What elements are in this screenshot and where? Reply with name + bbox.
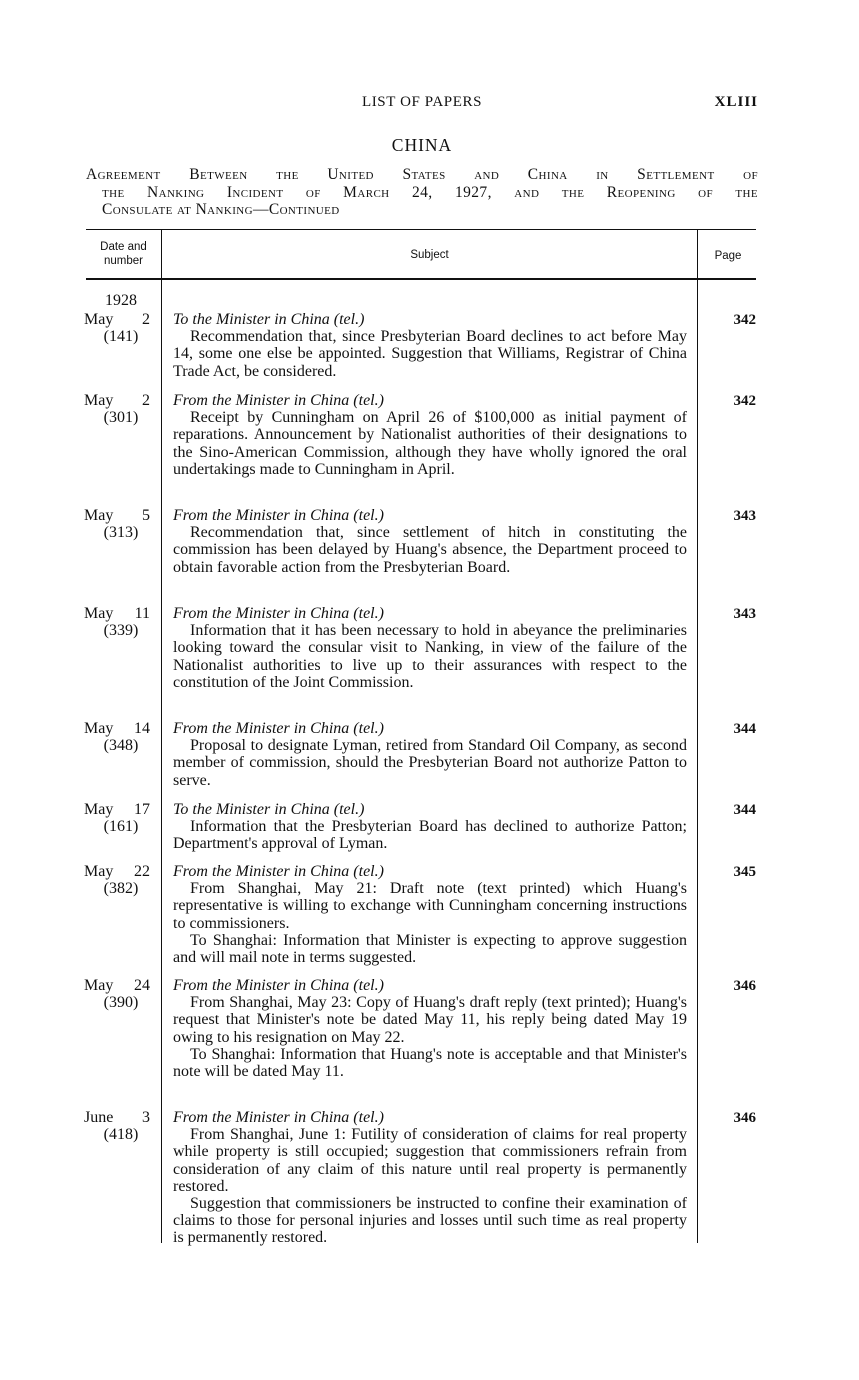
entry-page-number: 344 [733,802,756,818]
entry-addressee: From the Minister in China (tel.) [173,863,384,880]
entry-date [84,507,150,524]
entry-day: 17 [134,801,150,818]
entry-page-number: 346 [733,978,756,994]
column-divider-subject-page [697,229,698,1243]
entry-number: (141) [103,328,139,345]
entry-date [84,863,150,880]
entry-day: 3 [142,1109,150,1126]
entry-subject [173,801,687,853]
entry-month: May [84,605,114,622]
column-header-page: Page [714,250,742,262]
entry-date [84,720,150,737]
entry-number: (390) [103,994,139,1011]
entry-day: 24 [134,977,150,994]
entry-date [84,977,150,994]
entry-number: (339) [103,622,139,639]
running-head-title: LIST OF PAPERS [361,94,483,110]
entry-subject [173,392,687,478]
entry-subject [173,863,687,966]
heading-line-3: Consulate at Nanking—Continued [102,201,340,218]
entry-year: 1928 [105,292,137,309]
entry-paragraph: Information that it has been necessary to hold in abeyance the preliminaries looking toward the consular visit to Nanking, in view of the failure of the Nationalist authorities to live up to their assurances with respect to the constitution of the Joint Commission. [173,622,687,691]
column-header-date: Date and number [100,241,147,267]
entry-subject [173,605,687,691]
entry-number: (301) [103,409,139,426]
entry-addressee: From the Minister in China (tel.) [173,1109,384,1126]
entry-paragraph: From Shanghai, May 21: Draft note (text printed) which Huang's representative is willing to exchange with Cunningham concerning instructions to commissioners. [173,880,687,932]
entry-month: May [84,720,114,737]
entry-day: 22 [134,863,150,880]
entry-addressee: From the Minister in China (tel.) [173,392,384,409]
entry-paragraph: Recommendation that, since settlement of hitch in constituting the commission has been delayed by Huang's absence, the Department proceed to obtain favorable action from the Presbyterian Board. [173,524,687,576]
entry-number: (348) [103,737,139,754]
entry-day: 11 [134,605,150,622]
entry-number: (382) [103,880,139,897]
entry-addressee: From the Minister in China (tel.) [173,720,384,737]
entry-day: 5 [142,507,150,524]
entry-addressee: To the Minister in China (tel.) [173,311,365,328]
entry-page-number: 342 [733,393,756,409]
entry-page-number: 344 [733,721,756,737]
heading-line-2: the Nanking Incident of March 24, 1927, and the Reopening of the [102,183,758,201]
entry-paragraph: Information that the Presbyterian Board has declined to authorize Patton; Department's approval of Lyman. [173,818,687,853]
entry-paragraph: To Shanghai: Information that Minister is expecting to approve suggestion and will mail note in terms suggested. [173,931,687,967]
entry-date [84,1109,150,1126]
entry-addressee: From the Minister in China (tel.) [173,605,384,622]
entry-date [84,801,150,818]
entry-page-number: 343 [733,606,756,622]
column-divider-date-subject [161,229,162,1243]
entry-month: May [84,801,114,818]
entry-month: May [84,392,114,409]
entry-date [84,311,150,328]
entry-number: (161) [103,818,139,835]
section-title: CHINA [391,135,453,155]
entry-month: May [84,863,114,880]
entry-month: May [84,507,114,524]
entry-paragraph: To Shanghai: Information that Huang's note is acceptable and that Minister's note will be dated May 11. [173,1045,687,1081]
running-head [86,94,758,114]
entry-month: May [84,311,114,328]
entry-page-number: 346 [733,1110,756,1126]
entry-paragraph: From Shanghai, May 23: Copy of Huang's draft reply (text printed); Huang's request that Minister's note be dated May 11, his reply being dated May 19 owing to his resignation on May 22. [173,994,687,1046]
entry-day: 2 [142,392,150,409]
entry-number: (313) [103,524,139,541]
entry-month: May [84,977,114,994]
entry-page-number: 345 [733,864,756,880]
entry-day: 14 [134,720,150,737]
entry-day: 2 [142,311,150,328]
entry-date [84,392,150,409]
entry-date [84,605,150,622]
entry-number: (418) [103,1126,139,1143]
column-header-subject: Subject [410,249,449,261]
entry-paragraph: Proposal to designate Lyman, retired from Standard Oil Company, as second member of commission, should the Presbyterian Board not authorize Patton to serve. [173,737,687,789]
entry-paragraph: Receipt by Cunningham on April 26 of $100,000 as initial payment of reparations. Announcement by Nationalist authorities of their designations to the Sino-American Commission, although they have wholly ignored the oral undertakings made to Cunningham in April. [173,409,687,478]
entry-paragraph: Suggestion that commissioners be instructed to confine their examination of claims to those for personal injuries and losses until such time as real property is permanently restored. [173,1195,687,1247]
entry-addressee: To the Minister in China (tel.) [173,801,365,818]
entry-subject [173,507,687,576]
entry-subject [173,720,687,789]
entry-subject [173,1109,687,1247]
entry-subject [173,311,687,380]
entry-addressee: From the Minister in China (tel.) [173,977,384,994]
table-header-rule [86,278,756,280]
entry-addressee: From the Minister in China (tel.) [173,507,384,524]
entry-subject [173,977,687,1080]
section-heading [86,166,758,219]
entry-month: June [84,1109,114,1126]
entry-page-number: 342 [733,312,756,328]
entry-paragraph: Recommendation that, since Presbyterian Board declines to act before May 14, some one else be appointed. Suggestion that Williams, Registrar of China Trade Act, be considered. [173,328,687,380]
table-top-rule [86,229,756,230]
heading-line-1: Agreement Between the United States and China in Settlement of [86,166,758,183]
running-head-page-number: XLIII [714,94,758,110]
entry-paragraph: From Shanghai, June 1: Futility of consideration of claims for real property while property is still occupied; suggestion that commissioners refrain from consideration of any claim of this nature until real property is permanently restored. [173,1126,687,1195]
entry-page-number: 343 [733,508,756,524]
